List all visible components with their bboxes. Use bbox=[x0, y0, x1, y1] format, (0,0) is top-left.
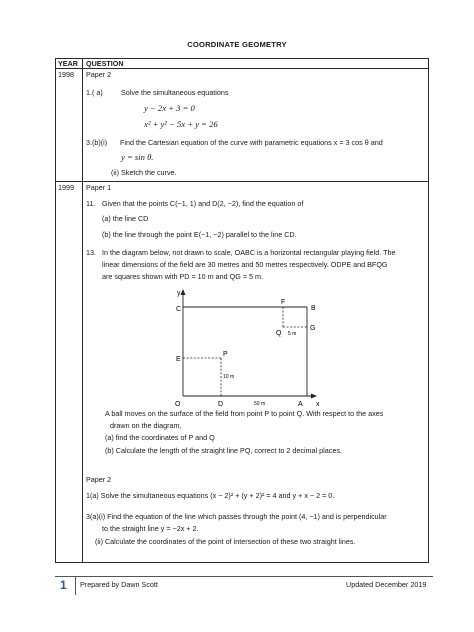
question-part: (a) find the coordinates of P and Q bbox=[105, 433, 215, 442]
question-number: 13. bbox=[86, 248, 96, 257]
question-number: 3.(b)(i) bbox=[86, 138, 108, 147]
question-text: Sketch the curve. bbox=[121, 168, 177, 177]
label-10m: 10 m bbox=[223, 374, 235, 380]
label-g: G bbox=[310, 325, 316, 332]
equation: x² + y² − 5x + y = 26 bbox=[144, 119, 218, 129]
question-text: are squares shown with PD = 10 m and QG = 5 m. bbox=[102, 272, 263, 281]
header-question: QUESTION bbox=[86, 59, 124, 68]
question-text: In the diagram below, not drawn to scale, OABC is a horizontal rectangular playing field. The bbox=[102, 248, 396, 257]
label-d: D bbox=[218, 401, 224, 406]
question-text: drawn on the diagram, bbox=[110, 421, 182, 430]
label-y: y bbox=[177, 290, 181, 297]
label-b: B bbox=[311, 305, 316, 312]
footer-updated: Updated December 2019 bbox=[346, 580, 427, 589]
label-f: F bbox=[281, 299, 286, 306]
label-c: C bbox=[176, 306, 182, 313]
question-part: (a) the line CD bbox=[102, 214, 149, 223]
paper-label: Paper 2 bbox=[86, 70, 112, 79]
question-text: to the straight line y = −2x + 2. bbox=[102, 524, 199, 533]
page-title: COORDINATE GEOMETRY bbox=[187, 40, 287, 49]
label-a: A bbox=[298, 401, 303, 406]
question-number: 11. bbox=[86, 199, 96, 208]
question-text: linear dimensions of the field are 30 metres and 50 metres respectively. ODPE and BFQG bbox=[102, 260, 388, 269]
equation: y = sin θ. bbox=[121, 152, 154, 162]
label-e: E bbox=[176, 356, 181, 363]
paper-label: Paper 1 bbox=[86, 183, 112, 192]
paper-label: Paper 2 bbox=[86, 475, 112, 484]
page-number: 1 bbox=[60, 578, 67, 592]
label-q: Q bbox=[276, 330, 282, 337]
year-1999: 1999 bbox=[58, 183, 74, 192]
header-year: YEAR bbox=[58, 59, 78, 68]
question-text: 3(a)(i) Find the equation of the line which passes through the point (4, −1) and is perpendicular bbox=[86, 512, 387, 521]
question-table bbox=[55, 58, 429, 563]
question-text: 1(a) Solve the simultaneous equations (x − 2)² + (y + 2)² = 4 and y + x − 2 = 0. bbox=[86, 491, 335, 500]
field-diagram bbox=[165, 286, 395, 406]
question-part: (b) the line through the point E(−1, −2) parallel to the line CD. bbox=[102, 230, 297, 239]
equation: y − 2x + 3 = 0 bbox=[144, 103, 195, 113]
question-part: (b) Calculate the length of the straight line PQ, correct to 2 decimal places. bbox=[105, 446, 342, 455]
question-text: (ii) Calculate the coordinates of the point of intersection of these two straight lines. bbox=[95, 537, 356, 546]
question-text: Solve the simultaneous equations bbox=[121, 88, 229, 97]
question-number: 1.( a) bbox=[86, 88, 103, 97]
question-text: A ball moves on the surface of the field from point P to point Q. With respect to the axes bbox=[105, 409, 384, 418]
question-number: (ii) bbox=[111, 168, 119, 177]
label-5m: 5 m bbox=[288, 331, 297, 337]
question-text: Given that the points C(−1, 1) and D(2, −2), find the equation of bbox=[102, 199, 304, 208]
question-text: Find the Cartesian equation of the curve with parametric equations x = 3 cos θ and bbox=[120, 138, 383, 147]
label-p: P bbox=[223, 351, 228, 358]
label-50m: 50 m bbox=[254, 401, 266, 406]
year-1998: 1998 bbox=[58, 70, 74, 79]
label-o: O bbox=[175, 401, 181, 406]
footer-author: Prepared by Dawn Scott bbox=[80, 580, 158, 589]
label-x: x bbox=[316, 401, 320, 406]
